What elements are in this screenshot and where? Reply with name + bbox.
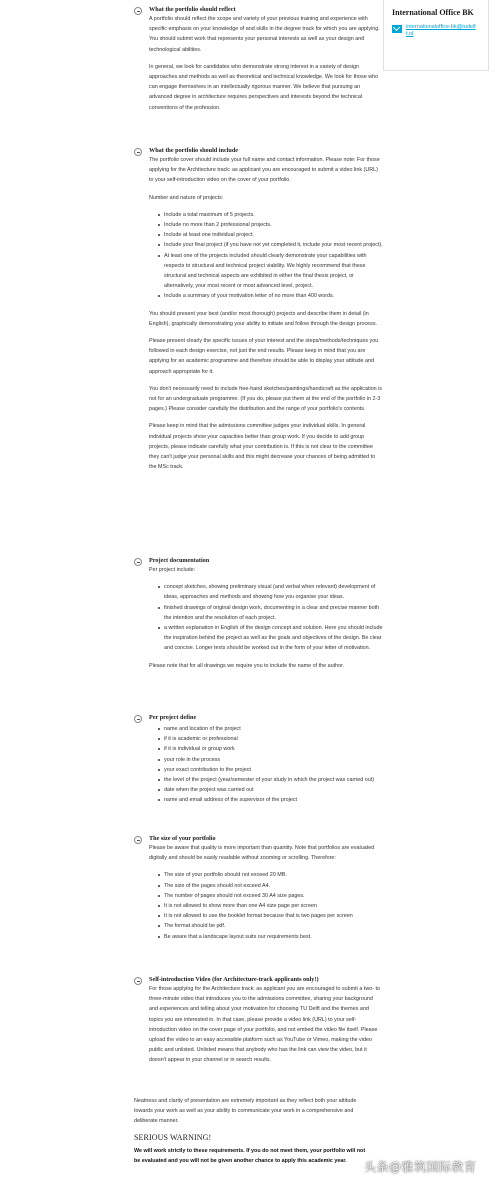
paragraph: Please note that for all drawings we require you to include the name of the author. (149, 662, 345, 669)
collapse-icon[interactable] (134, 558, 142, 566)
collapse-icon[interactable] (134, 977, 142, 985)
list-item: a written explanation in English of the design concept and solution. Here you should include the inspiration behind the project as well as the goals and objectives of the design. Be clear and concise. Longer texts should be worked out in the form of your letter of motivation. (164, 623, 383, 654)
list-item: Include a total maximum of 5 projects. (164, 210, 383, 220)
list-item: if it is individual or group work (164, 744, 383, 754)
paragraph: Please be aware that quality is more important than quantity. Note that portfolios are evaluated digitally and should be easily readable without zooming or scrolling. Therefore: (149, 845, 375, 862)
list-item: your role in the process (164, 755, 383, 765)
bullet-list (149, 582, 383, 653)
accordion-section (134, 834, 383, 942)
accordion-section (134, 146, 383, 472)
collapse-icon[interactable] (134, 715, 142, 723)
list-item: Include at least one individual project. (164, 230, 383, 240)
list-item: if it is academic or professional (164, 734, 383, 744)
list-item: your exact contribution to the project (164, 765, 383, 775)
bullet-list (149, 210, 383, 302)
bullet-list (149, 724, 383, 806)
accordion-title[interactable]: What the portfolio should include (149, 147, 239, 154)
closing-section (134, 1096, 368, 1166)
list-item: Include a summary of your motivation letter of no more than 400 words. (164, 291, 383, 301)
paragraph: In general, we look for candidates who demonstrate strong interest in a variety of design approaches and methods as well as theoretical and technical knowledge. We look for those who can engage themselves in an intellectually rigorous manner. We believe that pursuing an advanced degree in architecture requires perspectives and interests beyond the technical conventions of the profession. (149, 63, 379, 111)
accordion-title[interactable]: Project documentation (149, 557, 210, 564)
paragraph: Please keep in mind that the admissions committee judges your individual skills. In general individual projects show your capacities better than group work. If you decide to add group projects, please indicate carefully what your contribution is. If this is not clear to the committee they can't judge your personal skills and this might decrease your chances of being admitted to the MSc track. (149, 423, 376, 471)
bullet-list (149, 870, 383, 941)
list-item: The size of your portfolio should not exceed 20 MB. (164, 870, 383, 880)
list-item: The size of the pages should not exceed A4. (164, 881, 383, 891)
collapse-icon[interactable] (134, 148, 142, 156)
list-item: It is not allowed to use the booklet format because that is two pages per screen (164, 911, 383, 921)
paragraph: For those applying for the Architecture track: as applicant you are encouraged to submit a two- to three-minute video that introduces you to the admissions committee, sharing your background and experiences and telling about your motivation for choosing TU Delft and the themes and topics you are interested in. In that case, please provide a video link (URL) to your self-introduction video on the cover page of your portfolio, and not embed the video file itself. Please upload the video to an easy accessible platform such as YouTube or Vimeo, making the video public and unlisted. Unlisted means that anybody who has the link can view the video, but it doesn't appear in your channel or in search results. (149, 986, 381, 1064)
accordion-title[interactable]: The size of your portfolio (149, 835, 216, 842)
collapse-icon[interactable] (134, 7, 142, 15)
warning-text: We will work strictly to these requirements. If you do not meet them, your portfolio will not be evaluated and you will not be given another chance to apply this academic year. (134, 1147, 366, 1164)
accordion-section (134, 5, 383, 113)
list-item: The number of pages should not exceed 30 A4 size pages. (164, 891, 383, 901)
list-item: Be aware that a landscape layout suits our requirements best. (164, 932, 383, 942)
list-item: The format should be pdf. (164, 921, 383, 931)
accordion-section (134, 713, 383, 806)
contact-card-title: International Office BK (392, 8, 474, 17)
list-item: date when the project was carried out (164, 785, 383, 795)
paragraph: You should present your best (and/or most thorough) projects and describe them in detail (in English), graphically demonstrating your ability to initiate and follow through the design process. (149, 310, 378, 327)
collapse-icon[interactable] (134, 836, 142, 844)
warning-title: SERIOUS WARNING! (134, 1132, 212, 1142)
list-item: name and location of the project (164, 724, 383, 734)
accordion-section (134, 975, 383, 1066)
list-item: the level of the project (year/semester of your study in which the project was carried out) (164, 775, 383, 785)
paragraph: You don't necessarily need to include free-hand sketches/paintings/handicraft as the application is not for an undergraduate programme. (If you do, please put them at the end of the portfolio in 2-3 pages.) Please consider carefully the distribution and the range of your portfolio's contents. (149, 385, 383, 413)
watermark: 头条@雅筑国际教育 (364, 1160, 477, 1174)
list-item: concept sketches, showing preliminary visual (and verbal when relevant) development of ideas, approaches and methods and showing how you organise your ideas. (164, 582, 383, 602)
paragraph: The portfolio cover should include your full name and contact information. Please note: For those applying for the Architecture track: as applicant you are encouraged to submit a video link (URL) to your self-introduction video on the cover of your portfolio. (149, 157, 380, 184)
contact-email-row (392, 24, 480, 38)
list-item: Include no more than 2 professional projects. (164, 220, 383, 230)
accordion-title[interactable]: Per project define (149, 714, 197, 721)
list-item: At least one of the projects included should clearly demonstrate your capabilities with respects to structural and technical project viability. We highly recommend that these structural and technical aspects are exhibited in either the final thesis project, or alternatively, your most recent or most advanced level, project. (164, 251, 383, 292)
paragraph: Per project include: (149, 567, 196, 573)
list-item: name and email address of the supervisor of the project (164, 795, 383, 805)
accordion-section (134, 556, 383, 671)
mail-icon (392, 25, 402, 33)
accordion-title[interactable]: Self-introduction Video (for Architecture-track applicants only!) (149, 976, 319, 983)
accordion-title[interactable]: What the portfolio should reflect (149, 6, 236, 13)
paragraph: A portfolio should reflect the scope and variety of your previous training and experience with specific emphasis on your knowledge of and skills in the degree track for which you are applying. You should submit work that represents your personal interests as well as your design and technological abilities. (149, 16, 380, 53)
contact-card (383, 0, 489, 71)
paragraph: Please present clearly the specific issues of your interest and the steps/methods/techniques you followed in each design exercise, not just the end results. Please keep in mind that you are applying for an academic programme and therefore should be able to display your attitude and approach appropriate for it. (149, 338, 379, 375)
list-item: finished drawings of original design work, documenting in a clear and precise manner both the intention and the resolution of each project. (164, 603, 383, 623)
list-item: Include your final project (if you have not yet completed it, include your most recent project). (164, 240, 383, 250)
contact-email-link[interactable]: internationaloffice-bk@tudelft.nl (406, 24, 476, 37)
closing-paragraph: Neatness and clarity of presentation are extremely important as they reflect both your attitude towards your work as well as your ability to communicate your work in a comprehensive and deliberate manner. (134, 1098, 357, 1125)
list-item: It is not allowed to show more than one A4 size page per screen (164, 901, 383, 911)
paragraph: Number and nature of projects: (149, 194, 224, 201)
